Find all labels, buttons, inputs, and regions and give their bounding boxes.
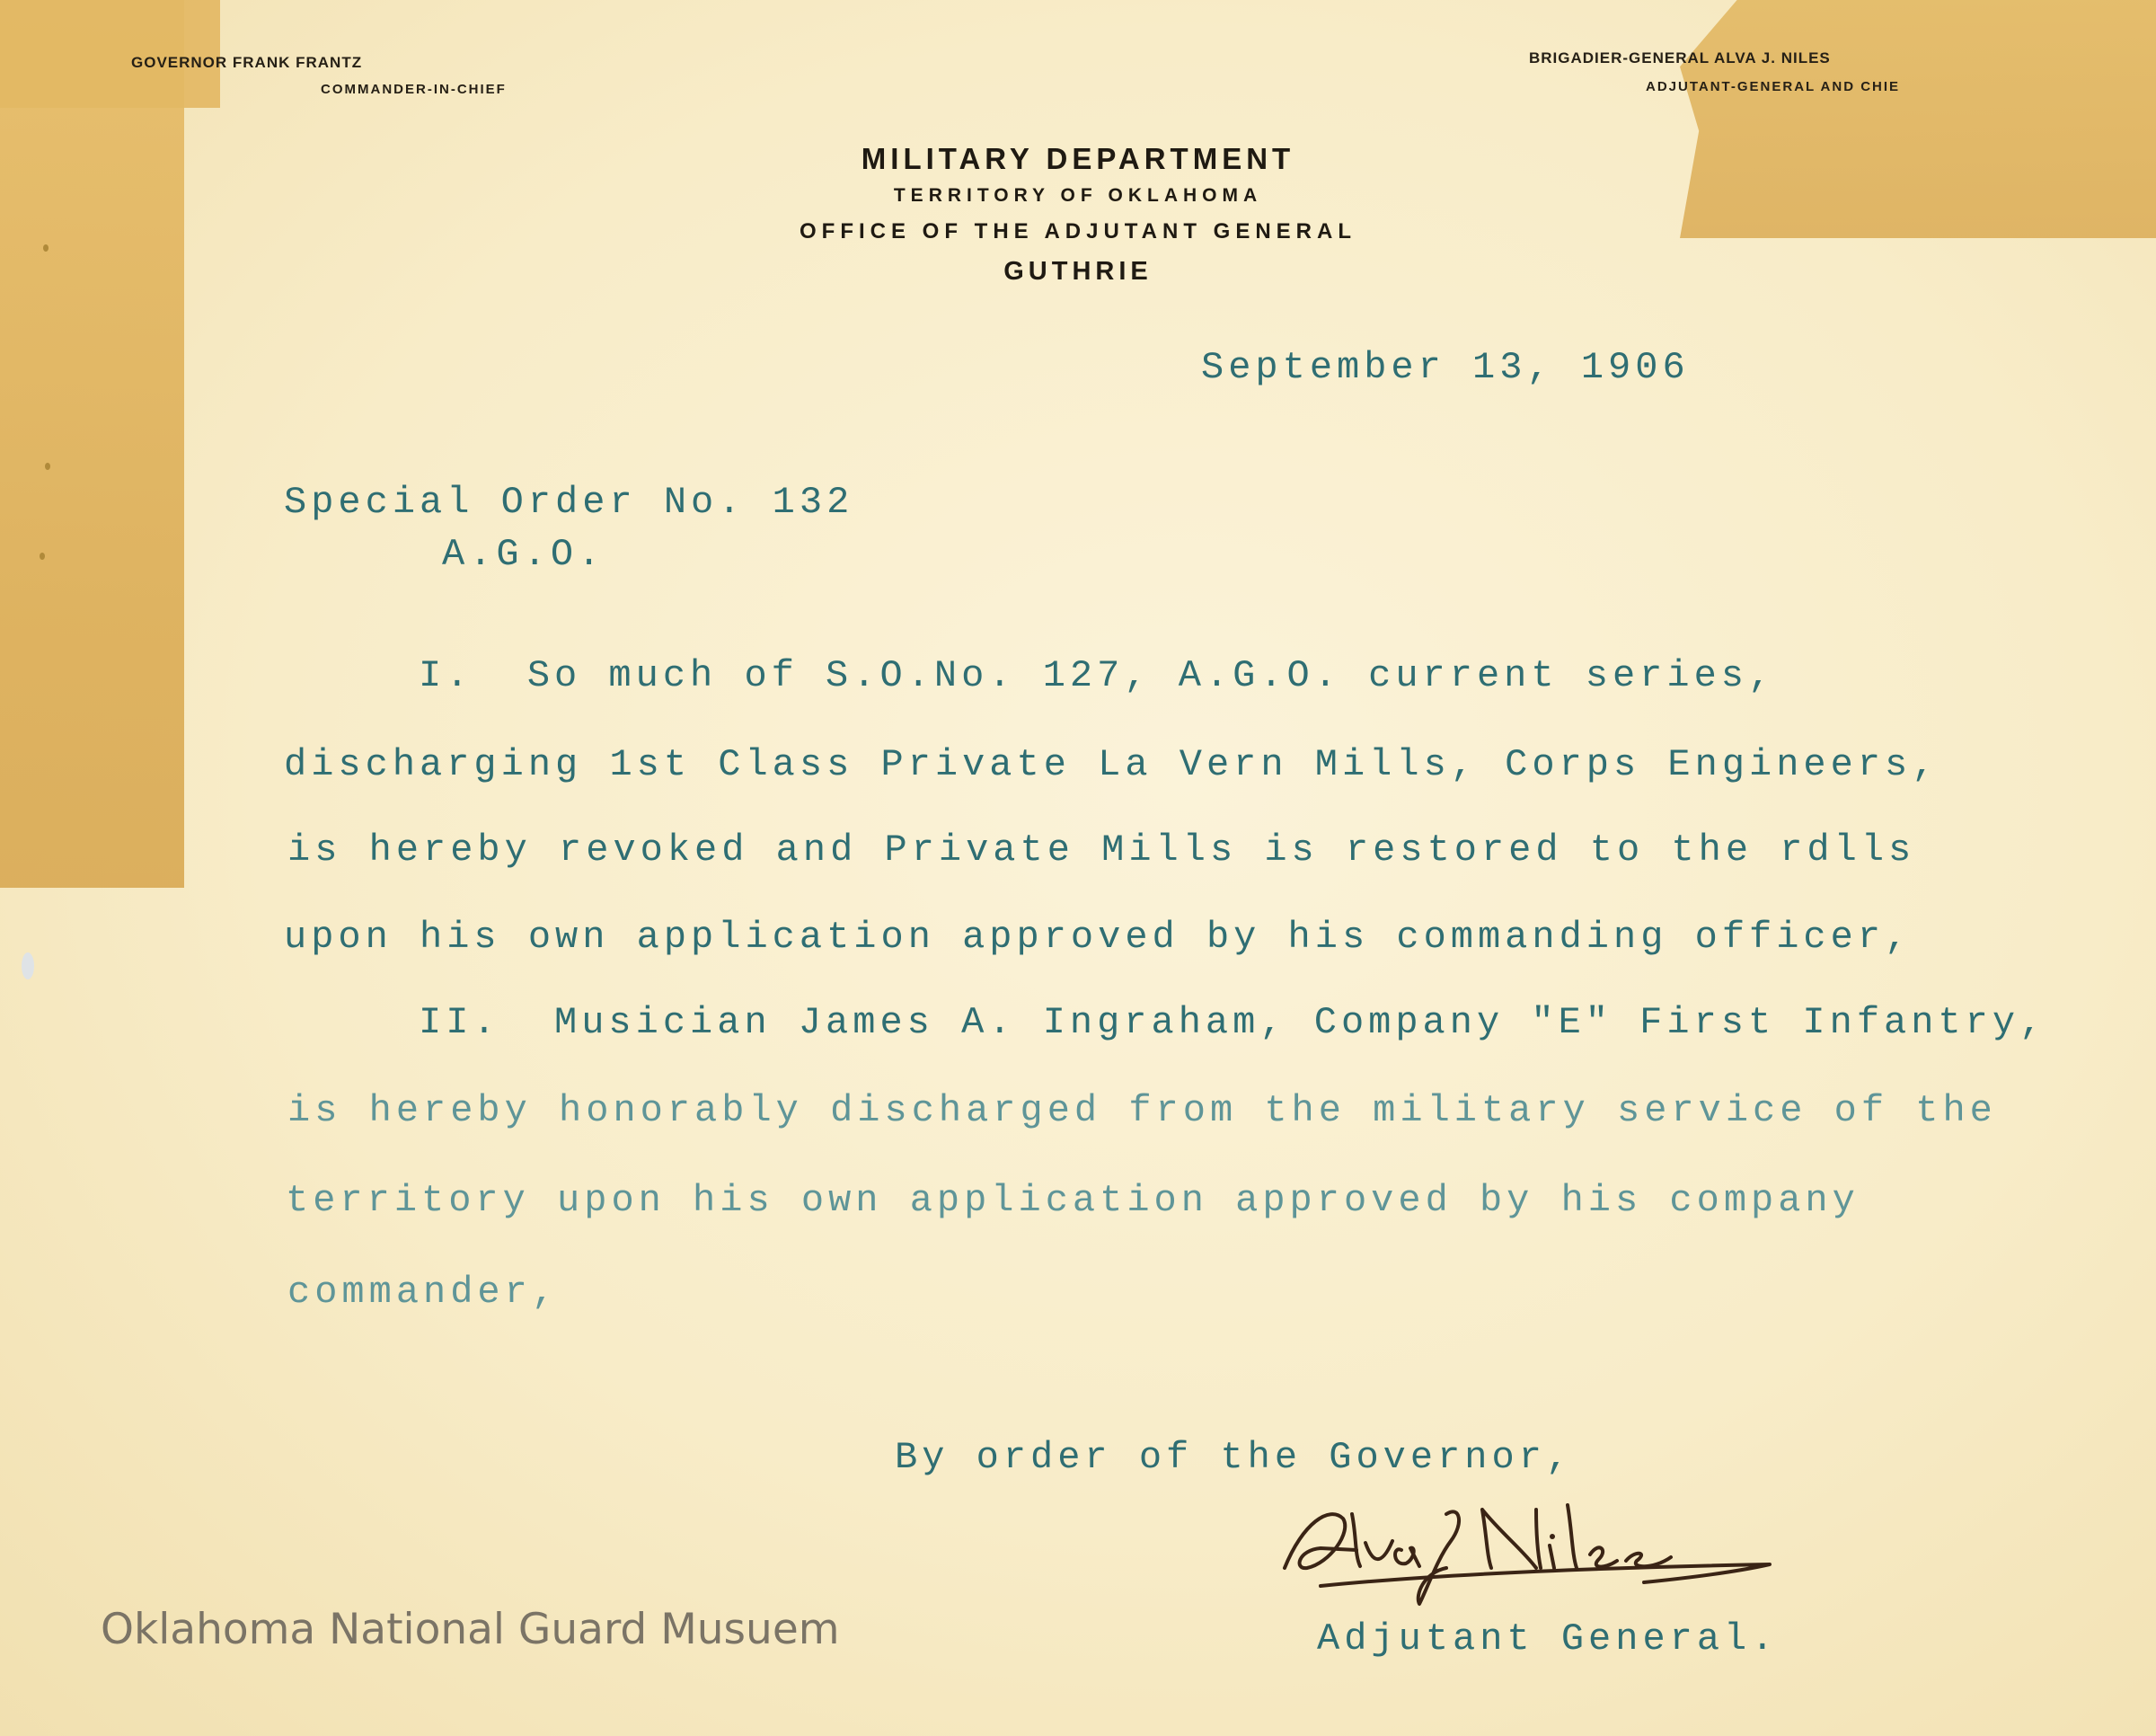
punch-hole [40,553,45,560]
order-title: Special Order No. 132 [284,481,854,524]
paragraph-two-line-1: II. Musician James A. Ingraham, Company "E" First Infantry, [419,1001,2047,1044]
tape-strip-left [0,0,184,888]
masthead [0,142,2156,287]
office-line: OFFICE OF THE ADJUTANT GENERAL [800,219,1356,244]
paragraph-two-line-4: commander, [287,1271,560,1314]
department-title: MILITARY DEPARTMENT [861,142,1295,175]
signer-title: Adjutant General. [1317,1617,1779,1661]
letterhead-adjutant-title: ADJUTANT-GENERAL AND CHIE [1646,79,1901,94]
paragraph-one-line-1: I. So much of S.O.No. 127, A.G.O. current series, [419,654,1776,697]
signature-graphic [1267,1487,1806,1608]
punch-hole [22,952,34,979]
paragraph-two-line-3: territory upon his own application approved by his company [286,1179,1860,1222]
museum-caption: Oklahoma National Guard Musuem [101,1605,840,1654]
closing-line: By order of the Governor, [895,1436,1574,1479]
letterhead-governor-name: GOVERNOR FRANK FRANTZ [131,54,363,71]
letter-date: September 13, 1906 [1201,346,1690,389]
paragraph-one-line-4: upon his own application approved by his commanding officer, [284,916,1913,959]
order-office: A.G.O. [442,533,605,576]
territory-line: TERRITORY OF OKLAHOMA [893,185,1263,206]
city-line: GUTHRIE [1003,257,1153,286]
paragraph-one-line-2: discharging 1st Class Private La Vern Mills, Corps Engineers, [284,743,1940,786]
paragraph-one-line-3: is hereby revoked and Private Mills is restored to the rdlls [287,828,1916,872]
punch-hole [45,463,50,470]
letterhead-adjutant-name: BRIGADIER-GENERAL ALVA J. NILES [1529,49,1831,66]
letterhead-governor-title: COMMANDER-IN-CHIEF [321,82,507,97]
paragraph-two-line-2: is hereby honorably discharged from the military service of the [287,1089,1997,1132]
